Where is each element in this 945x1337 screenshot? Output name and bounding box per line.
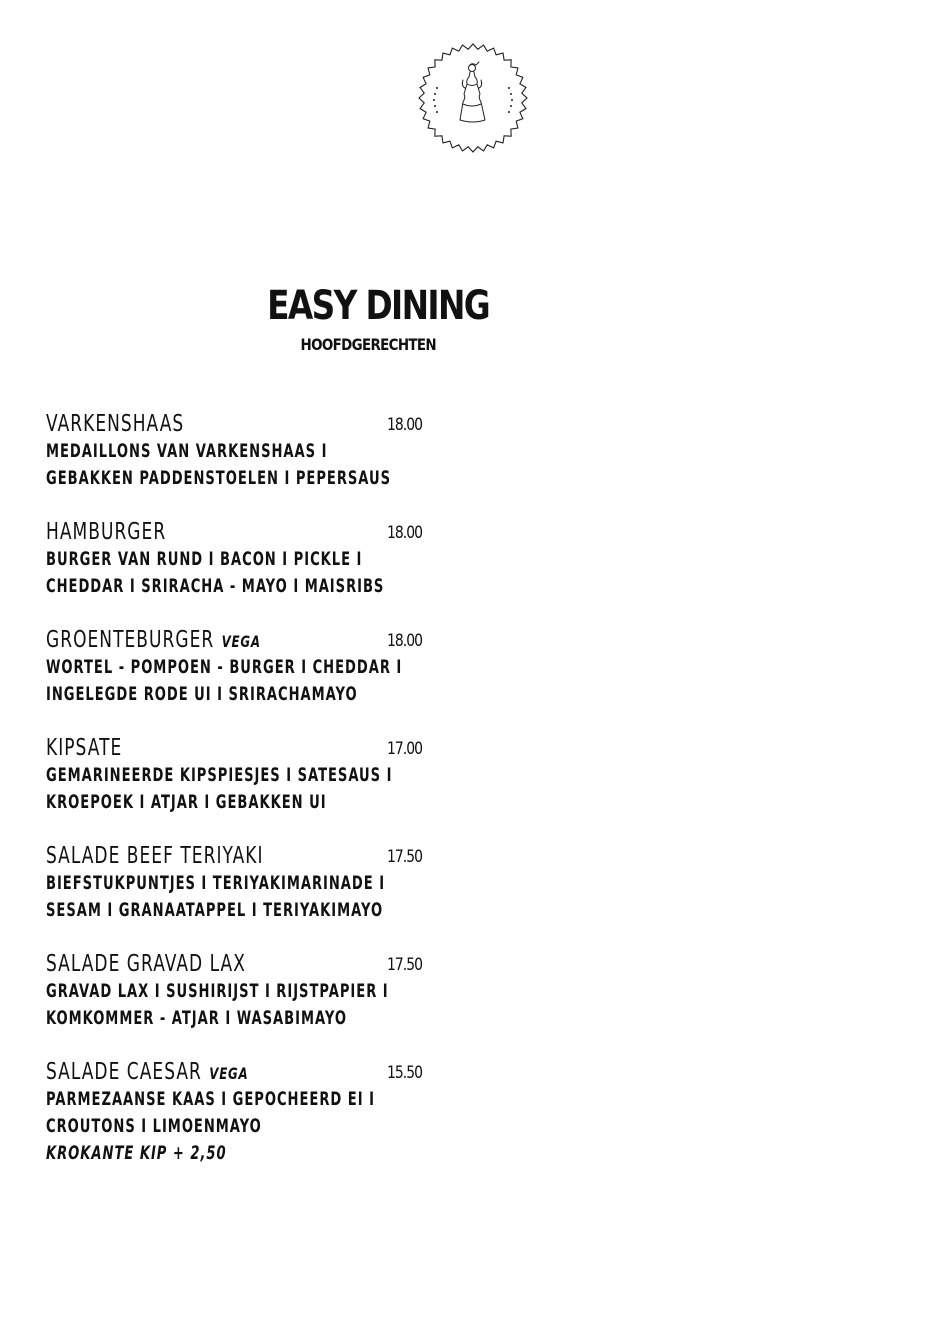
dish-price: 18.00 (387, 415, 422, 435)
dish-description-line: MEDAILLONS VAN VARKENSHAAS I (46, 440, 328, 462)
menu-title: EASY DINING (267, 283, 490, 329)
menu-item-kipsate (46, 734, 446, 816)
dish-description-line: GRAVAD LAX I SUSHIRIJST I RIJSTPAPIER I (46, 980, 389, 1002)
dish-description-line: CHEDDAR I SRIRACHA - MAYO I MAISRIBS (46, 575, 385, 597)
menu-item-salade-gravad-lax (46, 950, 446, 1032)
dish-description-line: SESAM I GRANAATAPPEL I TERIYAKIMAYO (46, 899, 384, 921)
dish-price: 17.00 (387, 739, 422, 759)
vega-tag: VEGA (209, 1064, 249, 1083)
dish-description-line: CROUTONS I LIMOENMAYO (46, 1115, 262, 1137)
dish-price: 18.00 (387, 523, 422, 543)
dress-seal-logo-icon (417, 42, 529, 154)
dish-extra-option: KROKANTE KIP + 2,50 (46, 1142, 227, 1164)
dish-price: 17.50 (387, 955, 422, 975)
dish-description-line: GEBAKKEN PADDENSTOELEN I PEPERSAUS (46, 467, 392, 489)
dish-description-line: WORTEL - POMPOEN - BURGER I CHEDDAR I (46, 656, 403, 678)
dish-name: SALADE BEEF TERIYAKI (46, 843, 264, 869)
dish-description-line: KOMKOMMER - ATJAR I WASABIMAYO (46, 1007, 347, 1029)
dish-description-line: PARMEZAANSE KAAS I GEPOCHEERD EI I (46, 1088, 375, 1110)
dish-price: 18.00 (387, 631, 422, 651)
menu-subtitle: HOOFDGERECHTEN (300, 335, 436, 354)
menu-item-hamburger (46, 518, 446, 600)
dish-description-line: BIEFSTUKPUNTJES I TERIYAKIMARINADE I (46, 872, 386, 894)
dish-description-line: BURGER VAN RUND I BACON I PICKLE I (46, 548, 363, 570)
menu-item-salade-caesar (46, 1058, 446, 1167)
dish-description-line: INGELEGDE RODE UI I SRIRACHAMAYO (46, 683, 358, 705)
dish-description-line: KROEPOEK I ATJAR I GEBAKKEN UI (46, 791, 327, 813)
vega-tag: VEGA (221, 632, 261, 651)
dish-name: KIPSATE (46, 735, 123, 761)
menu-item-groenteburger (46, 626, 446, 708)
menu-item-varkenshaas (46, 410, 446, 492)
dish-name: SALADE GRAVAD LAX (46, 951, 246, 977)
dish-price: 15.50 (387, 1063, 422, 1083)
menu-item-salade-beef-teriyaki (46, 842, 446, 924)
dish-name: HAMBURGER (46, 519, 167, 545)
dish-name: GROENTEBURGER VEGA (46, 627, 261, 653)
dish-description-line: GEMARINEERDE KIPSPIESJES I SATESAUS I (46, 764, 393, 786)
dish-name: SALADE CAESAR VEGA (46, 1059, 249, 1085)
dish-price: 17.50 (387, 847, 422, 867)
dish-name: VARKENSHAAS (46, 411, 185, 437)
